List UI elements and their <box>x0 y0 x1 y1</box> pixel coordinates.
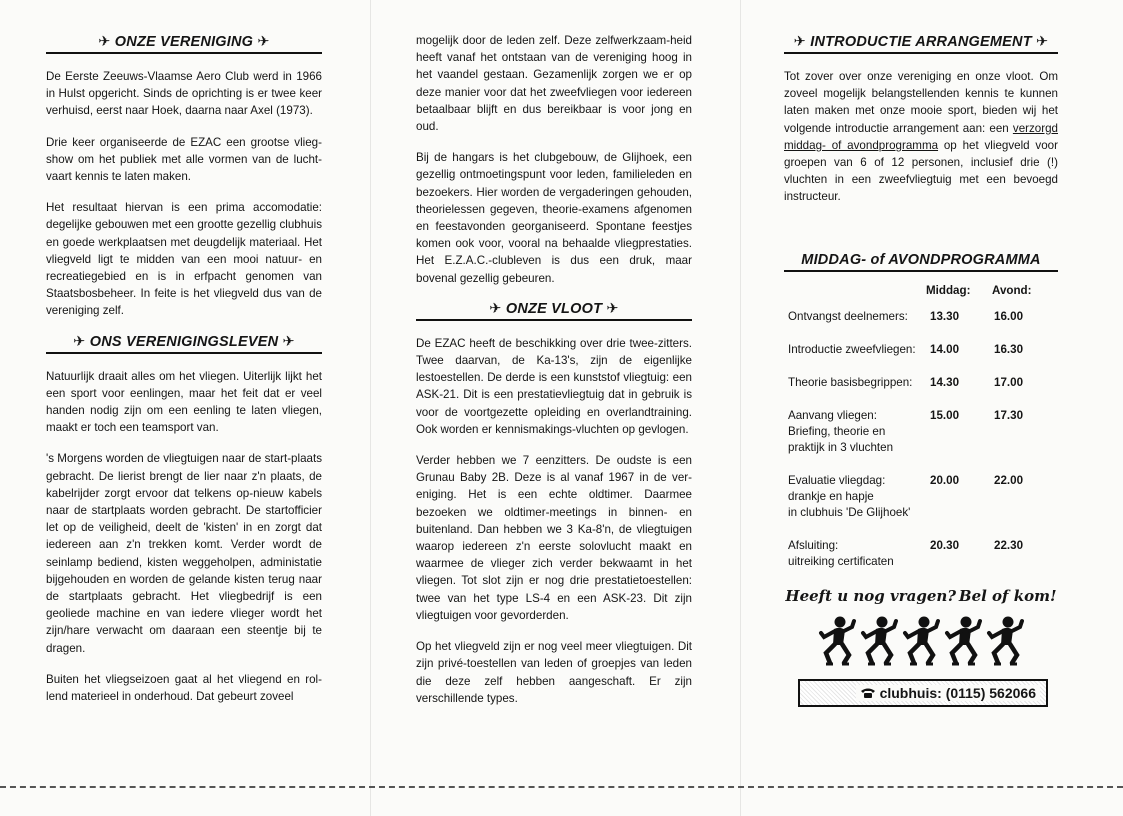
program-row-middag: 20.30 <box>930 538 960 552</box>
program-row-label: Afsluiting: uitreiking certificaten <box>788 538 894 568</box>
program-row <box>784 538 1058 570</box>
cut-line <box>0 786 1123 788</box>
paragraph: mogelijk door de leden zelf. Deze zelfwerkzaam-heid heeft vanaf het ontstaan van de vereniging hoog in het vaandel gestaan. Gezamenlijk zorgen we er op deze manier voor dat het zweefvliegen voor iedereen betaalbaar blijft en dus bereikbaar is voor jong en oud. <box>416 34 692 134</box>
heading-onze-vloot: ✈ ONZE VLOOT ✈ <box>416 301 692 321</box>
paragraph: Het resultaat hiervan is een prima accomodatie: degelijke gebouwen met een grootte gezellig clubhuis en goede werkplaatsen met deugdelijk materiaal. Het vliegveld ligt te midden van een mooi natuur- en recreatiegebied en is in erfpacht genomen van Staatsbosbeheer. In feite is het vliegveld dus van de vereniging zelf. <box>46 201 322 318</box>
paragraph: Bij de hangars is het clubgebouw, de Glijhoek, een gezellig ontmoetingspunt voor leden, familieleden en bezoekers. Hier worden de vergaderingen gehouden, theorielessen gegeven, theorie-examens afgenomen en feestavonden georganiseerd. Spontane feestjes komen ook voor, vooral na behaalde vliegprestaties. Het E.Z.A.C.-clubleven is dus een druk, maar bovenal gezellig gebeuren. <box>416 151 692 285</box>
program-column-headers <box>784 284 1058 297</box>
paragraph: 's Morgens worden de vliegtuigen naar de start-plaats gebracht. De lierist brengt de lier naar z'n plaats, de kabelrijder zorgt ervoor dat telkens op-nieuw kabels naar de startplaats worden gebracht. De startofficier let op de veiligheid, deelt de 'kisten' in en zorgt dat iedereen aan z'n trekken komt. Verder wordt de seinlamp bediend, kisten weggeholpen, administatie bijgehouden en worden de gelande kisten terug naar de startplaats gebracht. Het vliegbedrijf is een geoliede machine en van iedere vlieger wordt het zijn/hare verwacht om daaraan een steentje bij te dragen. <box>46 452 322 655</box>
program-row <box>784 408 1058 456</box>
paragraph: Op het vliegveld zijn er nog veel meer vliegtuigen. Dit zijn privé-toestellen van leden of groepjes van leden die deze zelf hebben aangeschaft. Er zijn verschillende types. <box>416 640 692 705</box>
dancing-figure-icon <box>818 615 856 667</box>
phone-inner <box>856 685 1040 701</box>
program-row-middag: 14.00 <box>930 342 960 356</box>
program-row <box>784 375 1058 391</box>
intro-text-start: Tot zover over onze vereniging en onze vloot. Om zoveel mogelijk belangstellenden kennis te kunnen laten maken met onze mooie sport, bieden wij het volgende introductie arrangement aan: een <box>784 70 1058 135</box>
column-left <box>46 28 322 719</box>
paragraph: De EZAC heeft de beschikking over drie twee-zitters. Twee daarvan, de Ka-13's, zijn de eigenlijke lestoestellen. De derde is een kunststof vliegtuig: een ASK-21. Dit is een prestatievliegtuig dat in gebruik is voor de voortgezette opleiding en overlandtraining. Ook worden er kennismakings-vluchten op gevlogen. <box>416 336 692 436</box>
program-row-label: Introductie zweefvliegen: <box>788 342 916 356</box>
paragraph: Verder hebben we 7 eenzitters. De oudste is een Grunau Baby 2B. Deze is al vanaf 1967 in de ver-eniging. Het is een echte oldtimer. Daarmee bezoeken we oldtimer-meetings in binnen- en buitenland. Dan hebben we 3 Ka-8'n, de vliegtuigen waarop iedereen z'n eerste solovlucht maakt en waarmee de vlieger zich verder bekwaamt in het vliegen. Tot slot zijn er nog drie prestatietoestellen: twee van het type LS-4 en een ASK-23. Dit zijn vliegtuigen voor gevorderden. <box>416 454 692 622</box>
fold-line-left <box>370 0 371 816</box>
column-right <box>784 28 1058 707</box>
slogan-call: Bel of kom! <box>958 586 1057 605</box>
intro-text-end: op het vliegveld voor groepen van 6 of 12 personen, inclusief drie (!) vluchten in een zweefvliegtuig met een bevoegd instructeur. <box>784 138 1058 204</box>
heading-introductie-arrangement: ✈ INTRODUCTIE ARRANGEMENT ✈ <box>784 34 1058 54</box>
program-row-avond: 22.30 <box>994 538 1024 552</box>
paragraph: Natuurlijk draait alles om het vliegen. Uiterlijk lijkt het een sport voor eenlingen, maar het feit dat er veel handen nodig zijn om een eenling te laten vliegen, maakt er toch een teamsport van. <box>46 369 322 435</box>
program-row-avond: 17.00 <box>994 375 1024 389</box>
program-row <box>784 342 1058 358</box>
heading-programma: MIDDAG- of AVONDPROGRAMMA <box>784 252 1058 272</box>
paragraph: Buiten het vliegseizoen gaat al het vliegend en rol-lend materieel in onderhoud. Dat gebeurt zoveel <box>46 672 322 704</box>
program-row-avond: 17.30 <box>994 408 1024 422</box>
heading-ons-verenigingsleven: ✈ ONS VERENIGINGSLEVEN ✈ <box>46 334 322 354</box>
slogan-question: Heeft u nog vragen? <box>785 586 957 605</box>
program-row-label: Aanvang vliegen: Briefing, theorie en praktijk in 3 vluchten <box>788 408 894 454</box>
program-row-avond: 22.00 <box>994 473 1024 487</box>
program-row-middag: 14.30 <box>930 375 960 389</box>
slogan <box>784 587 1058 605</box>
intro-text-underlined: verzorgd middag- of avondprogramma <box>784 121 1058 152</box>
phone-number: clubhuis: (0115) 562066 <box>879 684 1036 701</box>
dancing-figures <box>784 615 1058 667</box>
program-row-label: Theorie basisbegrippen: <box>788 375 913 389</box>
dancing-figure-icon <box>986 615 1024 667</box>
program-row-label: Ontvangst deelnemers: <box>788 309 908 323</box>
program-row-avond: 16.30 <box>994 342 1024 356</box>
program-row-middag: 20.00 <box>930 473 960 487</box>
column-middle <box>416 32 692 721</box>
dancing-figure-icon <box>860 615 898 667</box>
telephone-icon <box>860 687 876 699</box>
program-row-middag: 15.00 <box>930 408 960 422</box>
program-table <box>784 309 1058 570</box>
fold-line-right <box>740 0 741 816</box>
paragraph-intro <box>784 68 1058 206</box>
header-middag: Middag: <box>926 283 971 297</box>
program-row-label: Evaluatie vliegdag: drankje en hapje in clubhuis 'De Glijhoek' <box>788 473 911 519</box>
heading-onze-vereniging: ✈ ONZE VERENIGING ✈ <box>46 34 322 54</box>
paragraph: Drie keer organiseerde de EZAC een grootse vlieg-show om het publiek met alle vormen van de lucht-vaart kennis te laten maken. <box>46 135 322 184</box>
program-row-middag: 13.30 <box>930 309 960 323</box>
dancing-figure-icon <box>902 615 940 667</box>
header-avond: Avond: <box>992 283 1032 297</box>
phone-box <box>798 679 1048 707</box>
dancing-figure-icon <box>944 615 982 667</box>
program-row-avond: 16.00 <box>994 309 1024 323</box>
program-row <box>784 473 1058 521</box>
paragraph: De Eerste Zeeuws-Vlaamse Aero Club werd in 1966 in Hulst opgericht. Sinds de oprichting is er twee keer verhuisd, eerst naar Hoek, daarna naar Axel (1973). <box>46 70 322 118</box>
program-row <box>784 309 1058 325</box>
